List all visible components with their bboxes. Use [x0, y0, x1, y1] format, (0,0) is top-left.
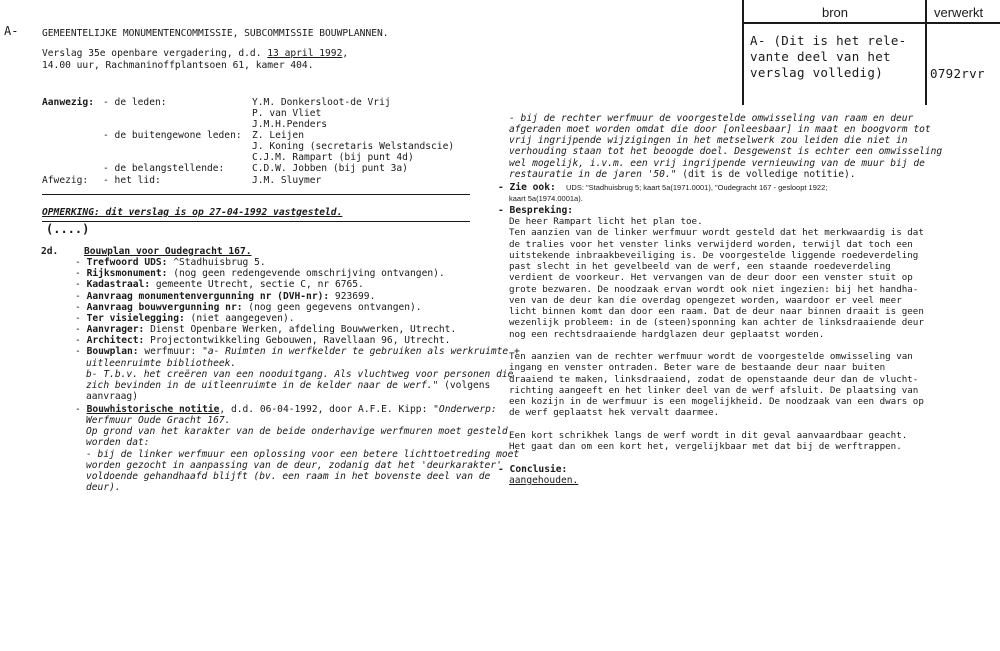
item-number: 2d. [41, 246, 59, 257]
zie-ook-label: - Zie ook: [498, 182, 556, 193]
field-ter-visielegging: - Ter visielegging: (niet aangegeven). [75, 313, 295, 324]
bespreking-line: Het gaat dan om een kort het, vergelijkbaar met dat bij de werftrappen. [509, 441, 902, 452]
attendee-name: Y.M. Donkersloot-de Vrij [252, 97, 391, 108]
bespreking-line: ven van de deur kan die overdag opengezet worden, waardoor er veel meer [509, 295, 902, 306]
notitie-cont-line: restauratie in de jaren '50." (dit is de volledige notitie). [509, 169, 856, 180]
notitie-line: Werfmuur Oude Gracht 167. [86, 415, 231, 426]
notitie-line: voldoende gehandhaafd blijft (bv. een raam in het bovenste deel van de [86, 471, 491, 482]
meeting-line-post: , [342, 48, 349, 59]
notitie-line: deur). [86, 482, 121, 493]
conclusie-value: aangehouden. [509, 475, 579, 486]
bespreking-line: Ten aanzien van de rechter werfmuur wordt de voorgestelde omwisseling van [509, 351, 913, 362]
field-trefwoord: - Trefwoord UDS: ^Stadhuisbrug 5. [75, 257, 266, 268]
bespreking-line: licht binnen komt dan door een raam. Dat de deur naar binnen draait is geen [509, 306, 924, 317]
field-architect: - Architect: Projectontwikkeling Gebouwen, Ravellaan 96, Utrecht. [75, 335, 451, 346]
field-rijksmonument: - Rijksmonument: (nog geen redengevende omschrijving ontvangen). [75, 268, 445, 279]
bespreking-line: ingang en venster ontraden. Beter ware de bestaande deur naar buiten [509, 362, 886, 373]
conclusie-label: - Conclusie: [498, 464, 568, 475]
zie-ook-line: kaart 5a(1974.0001a). [509, 194, 583, 203]
meeting-date: 13 april 1992 [267, 48, 343, 59]
meeting-line [42, 48, 348, 60]
bespreking-line: Een kort schrikhek langs de werf wordt in dit geval aanvaardbaar geacht. [509, 430, 908, 441]
attendee-name: Z. Leijen [252, 130, 304, 141]
field-kadastraal: - Kadastraal: gemeente Utrecht, sectie C, nr 6765. [75, 279, 364, 290]
notitie-line: Op grond van het karakter van de beide onderhavige werfmuren moet gesteld [86, 426, 508, 437]
bouwplan-line: uitleenruimte bibliotheek. [86, 358, 237, 369]
zie-ook-line: UDS: "Stadhuisbrug 5; kaart 5a(1971.0001), "Oudegracht 167 - gesloopt 1922; [566, 183, 828, 192]
attendee-name: J.M.H.Penders [252, 119, 328, 130]
notitie-cont-line: - bij de rechter werfmuur de voorgestelde omwisseling van raam en deur [509, 113, 914, 124]
ellipsis-mark: (....) [46, 222, 90, 236]
document-title: GEMEENTELIJKE MONUMENTENCOMMISSIE, SUBCOMMISSIE BOUWPLANNEN. [42, 28, 389, 39]
bespreking-line: een kozijn in de werfmuur is een mogelijkheid. De noodzaak van een dwars op [509, 396, 924, 407]
belangstellende-label: - de belangstellende: [103, 163, 225, 174]
notitie-cont-line: verhouding staan tot het beoogde doel. Desgewenst is echter een omwisseling [509, 146, 943, 157]
stamp-bron-line-2: vante deel van het [750, 49, 891, 64]
bespreking-line: grote bezwaren. De noodzaak ervan wordt ook niet ingezien: bij het handha- [509, 284, 919, 295]
buitengewone-label: - de buitengewone leden: [103, 130, 242, 141]
field-monumentenvergunning: - Aanvraag monumentenvergunning nr (DVH-nr): 923699. [75, 291, 376, 302]
notitie-line: - bij de linker werfmuur een oplossing voor een betere lichttoetreding moet [86, 449, 520, 460]
attendee-name: J.M. Sluymer [252, 175, 322, 186]
attendee-name: C.D.W. Jobben (bij punt 3a) [252, 163, 408, 174]
bespreking-line: de tralies voor het venster links verwijderd worden, terwijl dat toch een [509, 239, 913, 250]
bouwplan-line: b- T.b.v. het creëren van een nooduitgang. Als vluchtweg voor personen die [86, 369, 514, 380]
field-bouwhistorische-notitie: - Bouwhistorische notitie, d.d. 06-04-1992, door A.F.E. Kipp: "Onderwerp: [75, 404, 497, 415]
bespreking-line: nog een rechtsdraaiende hardglazen deur geplaatst worden. [509, 329, 825, 340]
bespreking-line: richting aangeeft en het linker deel van de werf afsluit. De plaatsing van [509, 385, 919, 396]
bespreking-line: De heer Rampart licht het plan toe. [509, 216, 703, 227]
stamp-verwerkt-value: 0792rvr [930, 66, 985, 81]
stamp-col-verwerkt: verwerkt [934, 5, 984, 20]
notitie-line: worden dat: [86, 437, 150, 448]
bespreking-line: past slecht in het gevelbeeld van de werf, een staande roedeverdeling [509, 261, 891, 272]
notitie-cont-line: wel mogelijk, i.v.m. een vrij ingrijpende vernieuwing van de muur bij de [509, 158, 925, 169]
lid-label: - het lid: [103, 175, 161, 186]
separator-line [42, 221, 470, 222]
stamp-col-bron: bron [822, 5, 849, 20]
notitie-cont-line: afgeraden moet worden omdat die door [onleesbaar] in maat en boogvorm tot [509, 124, 931, 135]
field-bouwplan: - Bouwplan: werfmuur: "a- Ruimten in werfkelder te gebruiken als werkruimte + [75, 346, 520, 357]
bespreking-line: verdient de voorkeur. Het vervangen van de deur door een venster stuit op [509, 272, 913, 283]
bespreking-line: wezenlijk probleem: in de (steen)sponning kan achter de linksdraaiende deur [509, 317, 924, 328]
attendee-name: P. van Vliet [252, 108, 322, 119]
bouwplan-line: zich bevinden in de uitleenruimte in de kelder naar de werf." (volgens [86, 380, 491, 391]
item-title: Bouwplan voor Oudegracht 167. [84, 246, 252, 257]
leden-label: - de leden: [103, 97, 167, 108]
bespreking-label: - Bespreking: [498, 205, 574, 216]
stamp-bron-line-1: A- (Dit is het rele- [750, 33, 907, 48]
separator-line [42, 194, 470, 195]
meeting-location: 14.00 uur, Rachmaninoffplantsoen 61, kamer 404. [42, 60, 314, 71]
meeting-line-pre: Verslag 35e openbare vergadering, d.d. [42, 48, 268, 59]
notitie-cont-line: vrij ingrijpende wijzigingen in het metselwerk zou leiden die niet in [509, 135, 908, 146]
opmerking-note: OPMERKING: dit verslag is op 27-04-1992 vastgesteld. [42, 207, 343, 218]
field-bouwvergunning: - Aanvraag bouwvergunning nr: (nog geen gegevens ontvangen). [75, 302, 422, 313]
bespreking-line: uitstekende inbraakbeveiliging is. De voorgestelde liggende roedeverdeling [509, 250, 919, 261]
bespreking-line: Ten aanzien van de linker werfmuur wordt gesteld dat het merkwaardig is dat [509, 227, 924, 238]
margin-mark: A- [4, 24, 19, 38]
aanwezig-label: Aanwezig: [42, 97, 94, 108]
notitie-line: worden gezocht in aanpassing van de deur, zodanig dat het 'deurkarakter' [86, 460, 502, 471]
bespreking-line: de werf geplaatst hek vervalt daarmee. [509, 407, 720, 418]
attendee-name: C.J.M. Rampart (bij punt 4d) [252, 152, 414, 163]
attendee-name: J. Koning (secretaris Welstandscie) [252, 141, 455, 152]
field-aanvrager: - Aanvrager: Dienst Openbare Werken, afdeling Bouwwerken, Utrecht. [75, 324, 457, 335]
bouwplan-line: aanvraag) [86, 391, 138, 402]
afwezig-label: Afwezig: [42, 175, 89, 186]
bespreking-line: draaiend te maken, linksdraaiend, zodat de openstaande deur dan de vlucht- [509, 374, 919, 385]
stamp-bron-line-3: verslag volledig) [750, 65, 884, 80]
